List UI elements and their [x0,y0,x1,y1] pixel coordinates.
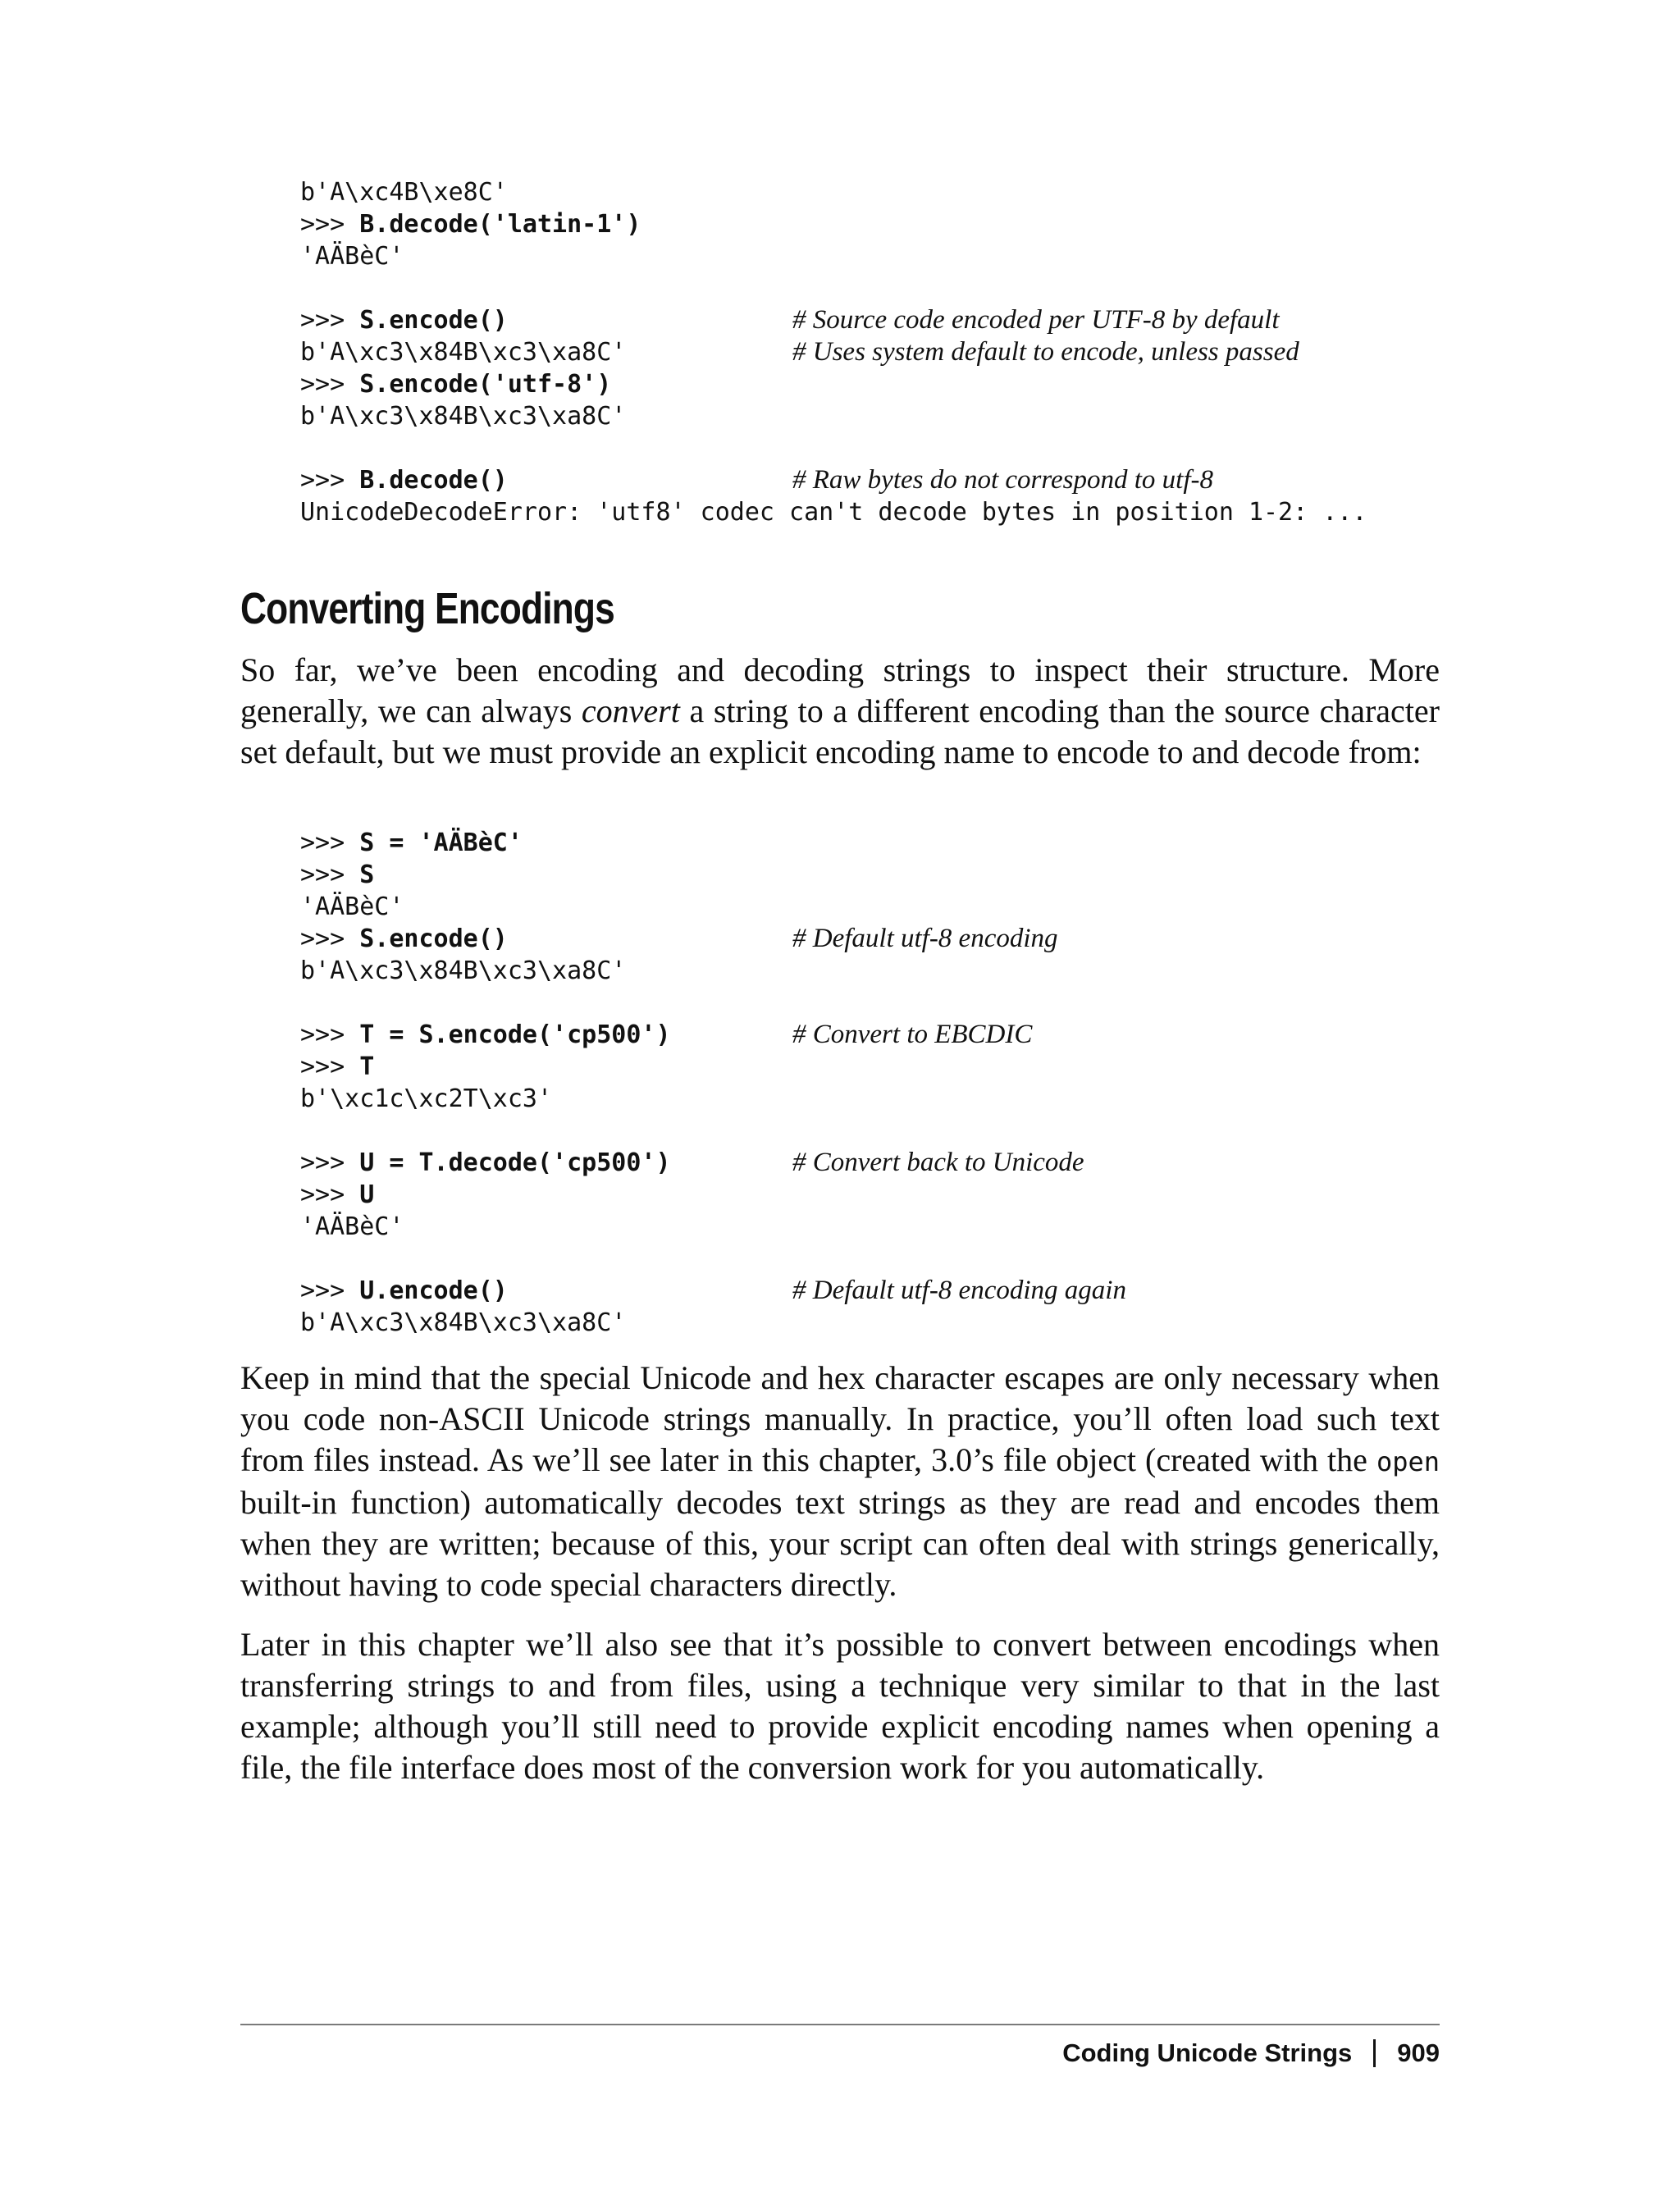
code-line [300,272,1367,304]
footer-rule [240,2024,1440,2025]
code-line [300,432,1367,464]
paragraph-escapes: Keep in mind that the special Unicode and hex character escapes are only necessary when you code non-ASCII Unicode strings manually. In practice, you’ll often load such text from files instead. As we’ll see later in this chapter, 3.0’s file object (created with the open built-in function) automatically decodes text strings as they are read and encodes them when they are written; because of this, your script can often deal with strings generically, without having to code special characters directly. [240,1359,1440,1603]
code-line [300,304,1367,336]
intro-paragraph: So far, we’ve been encoding and decoding strings to inspect their structure. More generally, we can always convert a string to a different encoding than the source character set default, but we must provide an explicit encoding name to encode to and decode from: [240,651,1440,770]
footer-separator [1373,2039,1376,2067]
code-prompt: >>> [300,1276,360,1305]
code-input: S [359,861,375,889]
code-line [300,336,1367,368]
code-prompt: >>> [300,1020,360,1049]
code-input: T [359,1052,375,1081]
emphasis-convert: convert [581,692,680,729]
code-line [300,368,1367,400]
code-prompt: >>> [300,306,360,335]
code-prompt: >>> [300,210,360,239]
code-prompt: >>> [300,861,360,889]
code-line [300,891,671,923]
code-input: B.decode('latin-1') [359,210,641,239]
code-input: B.decode() [359,466,508,495]
code-comment: # Default utf-8 encoding again [792,1276,1126,1305]
code-line [300,464,1367,496]
inline-code-open: open [1376,1446,1440,1477]
code-input: S.encode() [359,306,508,335]
code-line [300,1275,1126,1307]
code-prompt: >>> [300,1148,360,1177]
code-output: 'AÄBèC' [300,892,404,921]
code-input: S = 'AÄBèC' [359,829,523,857]
code-line [300,208,1367,240]
code-line [300,1115,671,1147]
code-input: U.encode() [359,1276,508,1305]
code-comment: # Source code encoded per UTF-8 by default [792,305,1280,335]
code-output: b'\xc1c\xc2T\xc3' [300,1084,553,1113]
code-input: U [359,1180,375,1209]
code-input: S.encode('utf-8') [359,370,612,399]
code-line [300,1211,671,1243]
code-line [300,827,671,859]
code-prompt: >>> [300,370,360,399]
code-line [300,1051,671,1083]
code-line [300,1019,1033,1051]
code-line [300,496,1367,528]
code-input: S.encode() [359,924,508,953]
code-input: U = T.decode('cp500') [359,1148,671,1177]
paragraph-file-conversion: Later in this chapter we’ll also see that it’s possible to convert between encodings when transferring strings to and from files, using a technique very similar to that in the last example; although you’ll still need to provide explicit encoding names when opening a file, the file interface does most of the conversion work for you automatically. [240,1626,1440,1786]
code-output: b'A\xc3\x84B\xc3\xa8C' [300,402,627,431]
code-block-top [300,176,1367,528]
code-prompt: >>> [300,466,360,495]
code-line [300,859,671,891]
running-footer [1062,2033,1440,2074]
section-heading: Converting Encodings [240,584,614,633]
code-line [300,987,671,1019]
code-line [300,923,1058,955]
code-output: b'A\xc3\x84B\xc3\xa8C' [300,338,627,367]
code-line [300,955,671,987]
code-prompt: >>> [300,1052,360,1081]
code-output: 'AÄBèC' [300,1212,404,1241]
code-line [300,400,1367,432]
code-output: b'A\xc3\x84B\xc3\xa8C' [300,956,627,985]
code-line [300,1083,671,1115]
code-block-mid [300,827,1126,1339]
code-line [300,1243,671,1275]
code-line [300,1147,1084,1179]
code-output: 'AÄBèC' [300,242,404,271]
code-comment: # Convert to EBCDIC [792,1020,1033,1049]
code-comment: # Default utf-8 encoding [792,924,1058,953]
code-prompt: >>> [300,924,360,953]
code-prompt: >>> [300,829,360,857]
code-input: T = S.encode('cp500') [359,1020,671,1049]
code-comment: # Convert back to Unicode [792,1148,1084,1177]
code-prompt: >>> [300,1180,360,1209]
code-line [300,1179,671,1211]
code-output: b'A\xc4B\xe8C' [300,178,508,207]
footer-section-title: Coding Unicode Strings [1062,2038,1353,2067]
code-comment: # Uses system default to encode, unless passed [792,337,1299,367]
code-line [300,1307,671,1339]
page-number: 909 [1397,2038,1440,2067]
code-line [300,176,1367,208]
code-line [300,240,1367,272]
code-comment: # Raw bytes do not correspond to utf-8 [792,465,1213,495]
code-output: b'A\xc3\x84B\xc3\xa8C' [300,1308,627,1337]
code-output: UnicodeDecodeError: 'utf8' codec can't decode bytes in position 1-2: ... [300,498,1367,527]
